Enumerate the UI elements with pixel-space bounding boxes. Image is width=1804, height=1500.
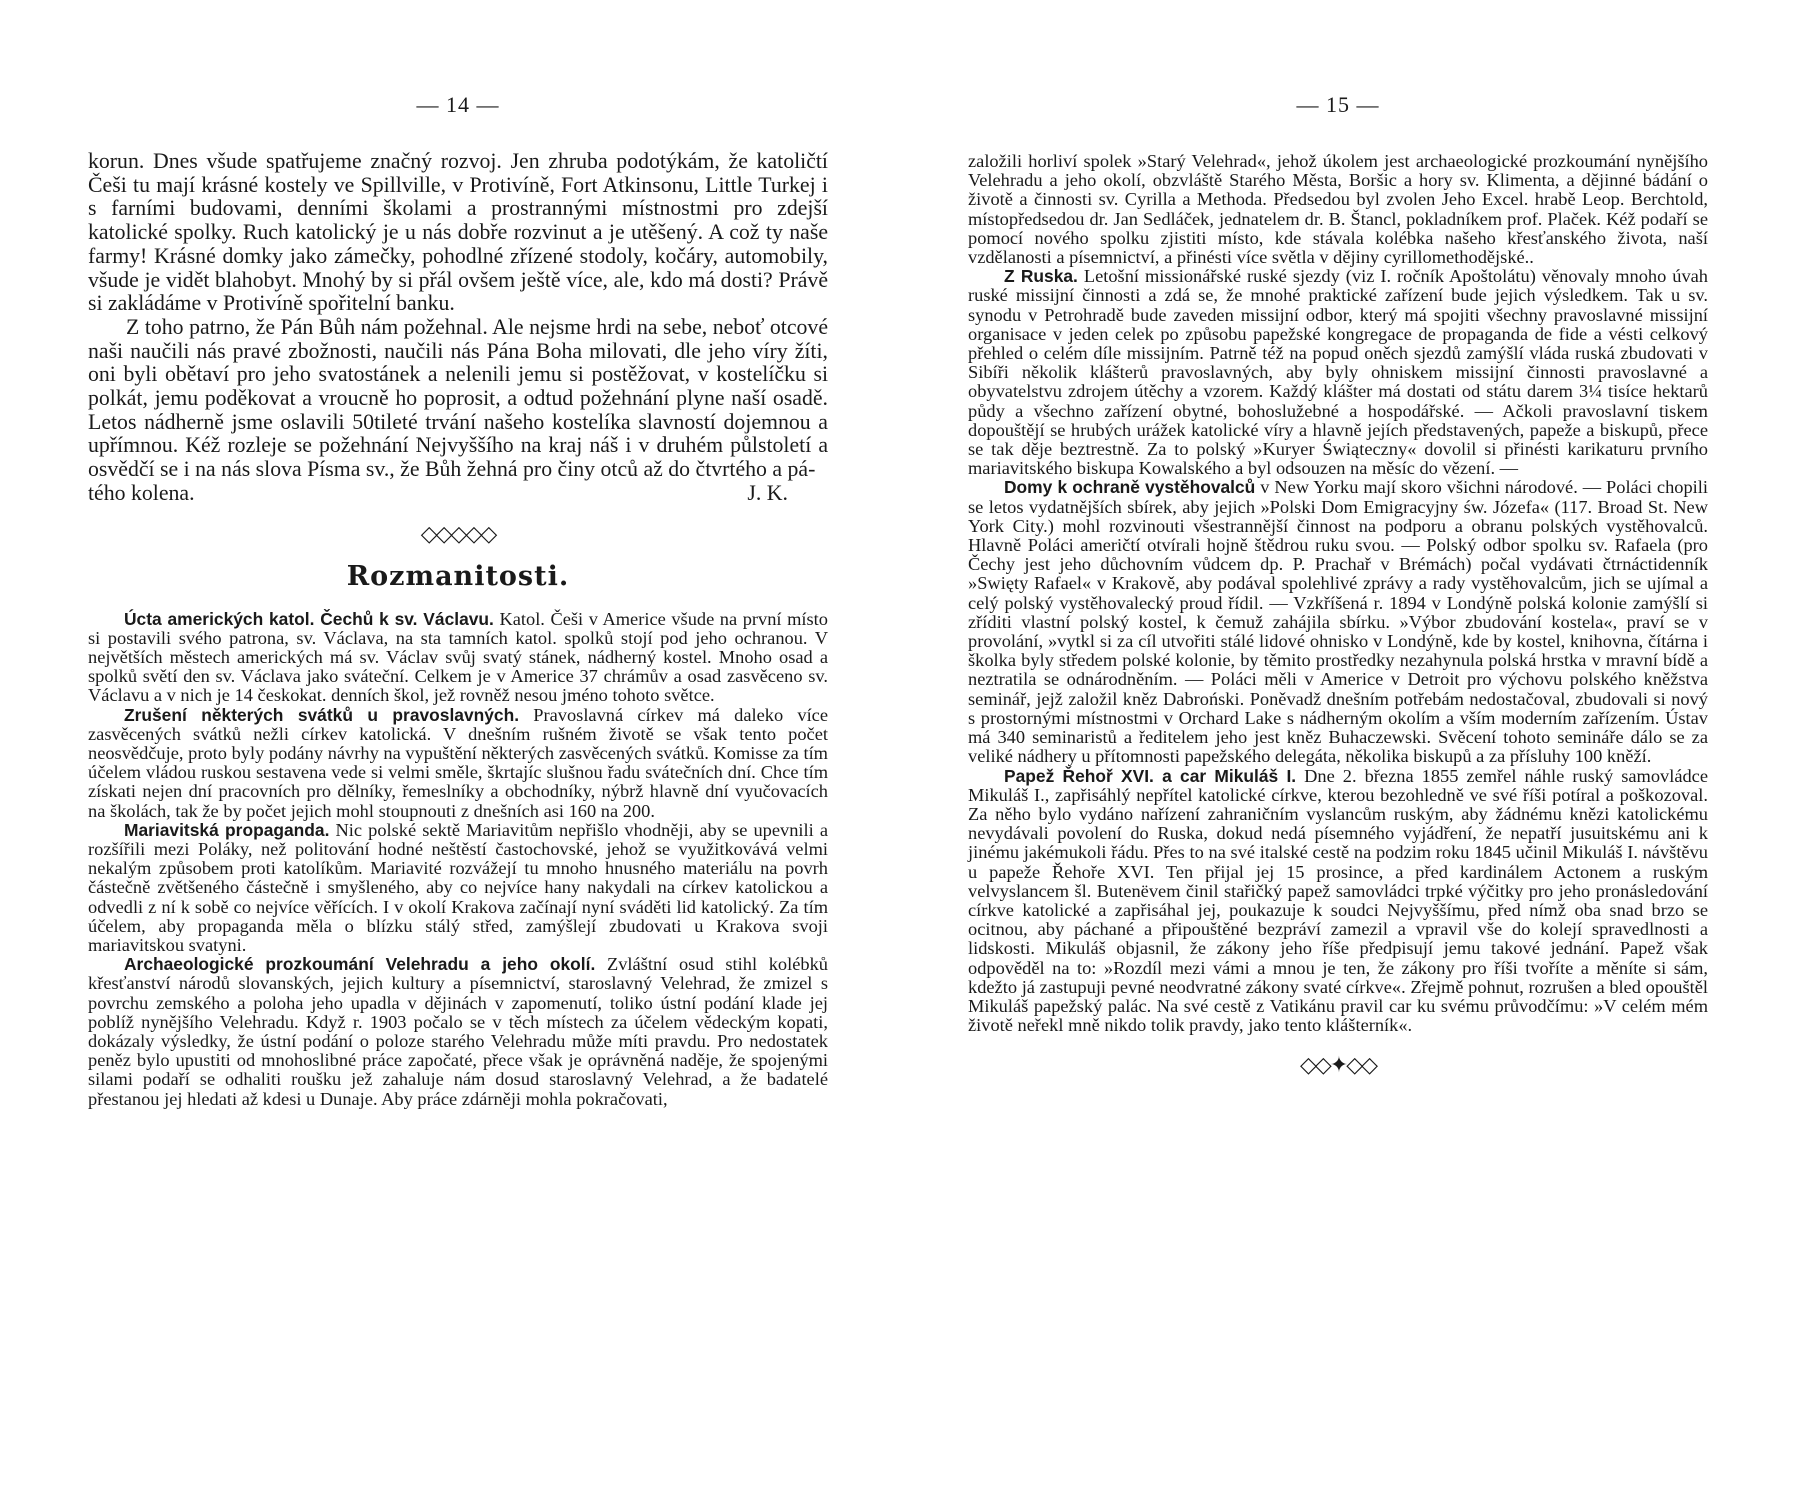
page-number: — 15 —	[1296, 92, 1380, 117]
left-column	[88, 150, 828, 1109]
left-page	[88, 0, 828, 1500]
page-number: — 14 —	[416, 92, 500, 117]
article-text: v New Yorku mají skoro všichni národové. — Poláci chopili se letos vydatnějších sbírek, aby jejich »Polski Dom Emigracyjny św. Józefa« (117. Broad St. New York City.) mohl rozvinouti všestrannější činnost na podporu a obranu polských vystěhovalců. Hlavně Poláci američtí otvírali hojně štědrou ruku svou. — Polský odbor spolku sv. Rafaela (pro Čechy jest jeho důchovním vůdcem dp. P. Prachař v Brémách) počal vydávati čtrnáctidenník »Swięty Rafael« v Krakově, aby podával spolehlivé zprávy a rady vystěhovalcům, jich se ujímal a celý polský vystěhovalecký proud řídil. — Vzkříšená r. 1894 v Londýně polská kolonie zamýšlí si zříditi vlastní polský kostel, k čemuž zahájila sbírku. »Výbor zbudování kostela«, praví se v provolání, »vytkl si za cíl utvořiti stálé lidové ohnisko v Londýně, kde by kostel, knihovna, čítárna i školka byly středem polské kolonie, by těmito prostředky nezahynula polská hrstka v mravní bídě a neztratila se odnárodněním. — Poláci měli v Americe v Detroit pro výchovu polského kněžstva seminář, jejž založil kněz Dabroński. Poněvadž dnešním potřebám nedostačoval, zbudovali si nový s prostornými místnostmi v Orchard Lake s nádherným okolím a vším moderním zařízením. Ústav má 340 seminaristů a ředitelem jeho jest kněz Buhaczewski. Svěcení tohoto semináře dálo se za veliké nádhery u přítomnosti papežského delegáta, několika biskupů a za přísluhy 100 kněží.	[968, 477, 1708, 767]
signature-line	[88, 482, 828, 506]
articles-left	[88, 610, 828, 1109]
letter-text	[88, 150, 828, 506]
signature-initials: J. K.	[747, 480, 788, 505]
right-column	[968, 152, 1708, 1086]
article-lead: Archaeologické prozkoumání Velehradu a jeho okolí.	[124, 954, 596, 975]
article	[88, 821, 828, 955]
article-text: Zvláštní osud stihl kolébků křesťanství národů slovanských, jejich kultury a písemnictví, staroslavný Velehrad, že zmizel s povrchu zemského a poloha jeho upadla v dějinách v zapomenutí, toliko ústní podání klade jej poblíž nynějšího Velehradu. Když r. 1903 počalo se v těch místech za účelem vědeckým kopati, dokázaly výsledky, že ústní podání o poloze starého Velehradu může míti pravdu. Pro nedostatek peněz bylo upustiti od mnohoslibné práce započaté, přece však je oprávněná naděje, že spojenými silami podaří se odhaliti roušku jež zahaluje nám dosud staroslavný Velehrad, a že badatelé přestanou jej hledati až kdesi u Dunaje. Aby práce zdárněji mohla pokračovati,	[88, 954, 828, 1109]
article-text: Nic polské sektě Mariavitům nepřišlo vhodněji, aby se upevnili a rozšířili mezi Poláky, než politování hodné neštěstí častochovské, jehož se využitkovává velmi nekalým způsobem proti katolíkům. Mariavité rozvážejí tu mnoho hnusného materiálu na povrh částečně zvětšeného částečně i smyšleného, aby co nejvíce hany nakydali na církev katolickou a odvedli z ní k sobě co nejvíce věřících. I v okolí Krakova začínají nyní sváděti lid katolický. Za tím účelem, aby propaganda měla o blízku stálý střed, zamýšlejí zbudovati u Krakova svoji mariavitskou svatyni.	[88, 819, 828, 955]
signature-text: tého kolena.	[88, 480, 195, 505]
article	[88, 610, 828, 706]
article-text: Letošní missionářské ruské sjezdy (viz I. ročník Apoštolátu) věnovaly mnoho úvah ruské missijní činnosti a zdá se, že mnohé praktické zařízení bude jejich výsledkem. Tak u sv. synodu v Petrohradě bude zaveden missijní odbor, který má spojiti všechny pravoslavné missijní organisace v jeden celek po způsobu papežské kongregace de propaganda de fide a vésti celkový přehled o celém díle missijním. Patrně též na popud oněch sjezdů zamýšlí vláda ruská zbudovati v Sibíři několik klášterů pravoslavných, aby byly ohniskem missijní činnosti pravoslavné a obyvatelstvu zdrojem útěchy a vzorem. Každý klášter má dostati od státu darem 3¼ tisíce hektarů půdy a všechno zařízení obytné, bohoslužebné a hospodářské. — Ačkoli pravoslavní tiskem dopouštějí se hrubých urážek katolické víry a hlavně jejích představených, papeže a biskupů, přece se tak děje beztrestně. Za to polský »Kuryer Świąteczny« dovolil si přinésti karikaturu prvního mariavitského biskupa Kowalského a byl odsouzen na měsíc do vězení. —	[968, 266, 1709, 479]
section-heading: Rozmanitosti.	[346, 560, 570, 592]
article-lead: Zrušení některých svátků u pravoslavných.	[124, 704, 520, 725]
article-text: Pravoslavná církev má daleko více zasvěcených svátků nežli církev katolická. V dnešním rušném životě se však tento počet neosvědčuje, proto byly podány návrhy na vypuštění některých zasvěcených svátků. Komisse za tím účelem vládou ruskou sestavena vede si velmi směle, škrtajíc slušnou řadu svátečních dní. Chce tím získati nejen dní pracovních pro dělníky, řemeslníky a obchodníky, nýbrž hlavně dní vyučovacích na školách, tak že by počet jejich mohl stoupnouti z dnešních asi 160 na 200.	[88, 704, 829, 821]
article-lead: Papež Řehoř XVI. a car Mikuláš I.	[1004, 765, 1297, 786]
paragraph: Z toho patrno, že Pán Bůh nám požehnal. Ale nejsme hrdi na sebe, neboť otcové naši naučili nás pravé zbožnosti, naučili nás Pána Boha milovati, dle jeho víry žíti, oni byli obětaví pro jeho svatostánek a nelenili jemu si postěžovat, v kostelíčku si polkát, jemu poděkovat a vroucně ho poprosit, a odtud požehnání plyne naší osadě. Letos nádherně jsme oslavili 50tileté trvání našeho kostelíka slavností dojemnou a upřímnou. Kéž rozleje se požehnání Nejvyššího na kraj náš i v druhém půlstoletí a osvědčí se i na nás slova Písma sv., že Bůh žehná pro činy otců až do čtvrtého a pá-	[88, 314, 828, 482]
article	[968, 478, 1708, 766]
ornament-divider: ◇◇✦◇◇	[1299, 1053, 1377, 1079]
article-lead: Mariavitská propaganda.	[124, 819, 330, 840]
article-lead: Z Ruska.	[1004, 266, 1078, 287]
paragraph: korun. Dnes všude spatřujeme značný rozvoj. Jen zhruba podotýkám, že katoličtí Češi tu mají krásné kostely ve Spillville, v Protivíně, Fort Atkinsonu, Little Turkej i s farními budovami, denními školami a prostrannými místnostmi pro zdejší katolické spolky. Ruch katolický je u nás dobře rozvinut a je utěšený. A což ty naše farmy! Krásné domky jako zámečky, pohodlné zřízené stodoly, kočáry, automobily, všude je vidět blahobyt. Mnohý by si přál ovšem ještě více, ale, kdo má dosti? Právě si zakládáme v Protivíně spořitelní banku.	[88, 149, 828, 316]
article	[968, 767, 1708, 1036]
article-lead: Domy k ochraně vystěhovalců	[1004, 477, 1256, 498]
right-page	[968, 0, 1708, 1500]
article-continuation: založili horliví spolek »Starý Velehrad«, jehož úkolem jest archaeologické prozkoumání nynějšího Velehradu a jeho okolí, obzvláště Starého Města, Boršic a hory sv. Klimenta, a dějinné bádání o životě a činnosti sv. Cyrilla a Methoda. Předsedou byl zvolen Jeho Excel. hrabě Leop. Berchtold, místopředsedou dr. Jan Sedláček, jednatelem dr. B. Štancl, pokladníkem prof. Plaček. Kéž podaří se pomocí nového spolku zjistiti místo, kde stávala kolébka našeho křesťanského života, naší vzdělanosti a písemnictví, a přinésti více světla v dějiny cyrillomethodějské..	[968, 151, 1708, 268]
article-text: Katol. Češi v Americe všude na první místo si postavili svého patrona, sv. Václava, na sta tamních katol. spolků stojí pod jeho ochranou. V největších městech amerických má sv. Václav svůj svatý stánek, nádherný kostel. Mnoho osad a spolků světí den sv. Václava jako sváteční. Celkem je v Americe 37 chrámův a osad zasvěceno sv. Václavu a v nich je 14 českokat. denních škol, jež rovněž nesou jméno tohoto světce.	[88, 608, 828, 706]
article	[88, 706, 828, 821]
article	[968, 267, 1708, 478]
article-lead: Úcta amerických katol. Čechů k sv. Václavu.	[124, 608, 494, 629]
article-text: Dne 2. března 1855 zemřel náhle ruský samovládce Mikuláš I., zapřisáhlý nepřítel katolické církve, kterou bezohledně ve své říši potíral a poškozoval. Za něho bylo vydáno nařízení zahraničním vyslancům ruským, aby žádnému knězi katolickému nevydávali povolení do Ruska, dokud nedá písemného vyjádření, že nepatří jusuitskému ani k jinému jakémukoli řádu. Přes to na své italské cestě na podzim roku 1845 učinil Mikuláš I. návštěvu u papeže Řehoře XVI. Ten přijal jej 15 prosince, a před kardinálem Actonem a ruským velvyslancem šl. Butenëvem činil stařičký papež samovládci trpké výčitky pro jeho pronásledování církve katolické a zapřisáhal jej, poukazuje k soudci Nejvyššímu, před nímž oba snad brzo se ocitnou, aby páchané a připouštěné bezpráví zamezil a vpravil vše do kolejí spravedlnosti a lidskosti. Mikuláš objasnil, že zákony jeho říše předpisují jemu takové jednání. Papež však odpověděl na to: »Rozdíl mezi vámi a mnou je ten, že zákony pro říši tvoříte a měníte si sám, kdežto já zastupuji pevné neodvratné zákony svaté církve«. Zřejmě pohnut, rozrušen a bled opouštěl Mikuláš papežský palác. Na své cestě z Vatikánu pravil car ku svému průvodčímu: »V celém mém životě neřekl mně nikdo tolik pravdy, jako tento klášterník«.	[968, 765, 1709, 1036]
article	[88, 955, 828, 1109]
ornament-divider: ◇◇◇◇◇	[420, 521, 496, 547]
